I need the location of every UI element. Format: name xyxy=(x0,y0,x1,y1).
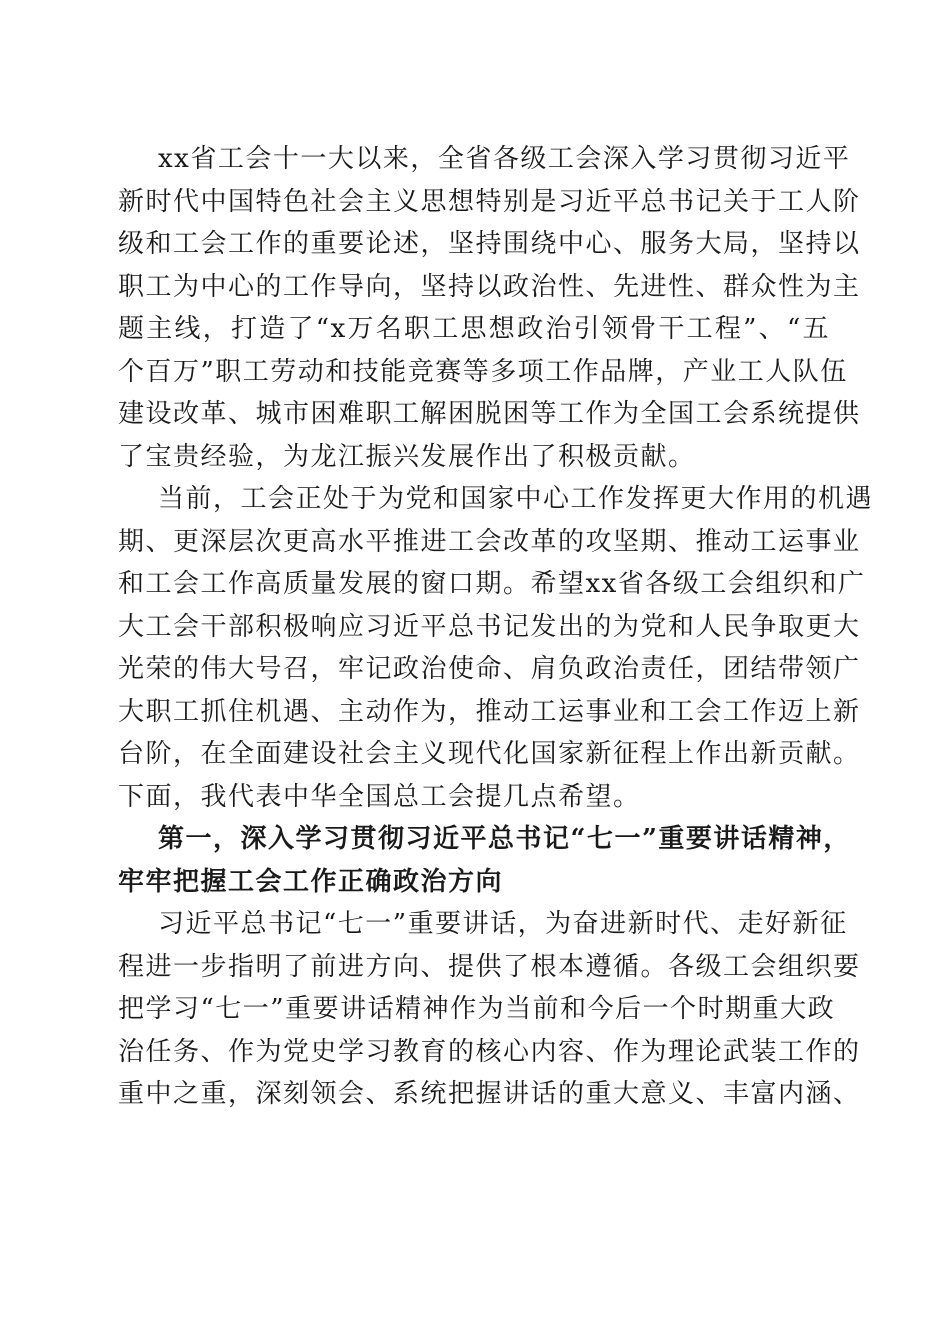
text-line: 新时代中国特色社会主义思想特别是习近平总书记关于工人阶 xyxy=(118,186,861,217)
text-line: 重中之重，深刻领会、系统把握讲话的重大意义、丰富内涵、 xyxy=(118,1079,861,1109)
text-line: 个百万”职工劳动和技能竞赛等多项工作品牌，产业工人队伍 xyxy=(118,356,848,387)
text-line: 习近平总书记“七一”重要讲话，为奋进新时代、走好新征 xyxy=(158,909,848,939)
text-line: 下面，我代表中华全国总工会提几点希望。 xyxy=(118,781,641,812)
text-line: 期、更深层次更高水平推进工会改革的攻坚期、推动工运事业 xyxy=(118,526,861,557)
section-heading-1 xyxy=(118,818,851,903)
text-line: 了宝贵经验，为龙江振兴发展作出了积极贡献。 xyxy=(118,441,696,472)
text-line: 大工会干部积极响应习近平总书记发出的为党和人民争取更大 xyxy=(118,611,861,642)
text-line: 题主线，打造了“x万名职工思想政治引领骨干工程”、“五 xyxy=(118,314,830,344)
heading-line: 第一，深入学习贯彻习近平总书记“七一”重要讲话精神， xyxy=(158,824,851,854)
text-line: xx省工会十一大以来，全省各级工会深入学习贯彻习近平 xyxy=(158,144,851,174)
text-line: 大职工抓住机遇、主动作为，推动工运事业和工会工作迈上新 xyxy=(118,696,861,727)
text-line: 当前，工会正处于为党和国家中心工作发挥更大作用的机遇 xyxy=(158,484,874,514)
text-line: 职工为中心的工作导向，坚持以政治性、先进性、群众性为主 xyxy=(118,271,861,302)
paragraph-3 xyxy=(118,903,861,1116)
paragraph-2 xyxy=(118,478,874,818)
heading-line: 牢牢把握工会工作正确政治方向 xyxy=(118,866,504,897)
text-line: 台阶，在全面建设社会主义现代化国家新征程上作出新贡献。 xyxy=(118,739,861,769)
document-body xyxy=(118,138,874,1116)
text-line: 级和工会工作的重要论述，坚持围绕中心、服务大局，坚持以 xyxy=(118,229,861,259)
text-line: 建设改革、城市困难职工解困脱困等工作为全国工会系统提供 xyxy=(118,399,861,429)
text-line: 治任务、作为党史学习教育的核心内容、作为理论武装工作的 xyxy=(118,1036,861,1067)
text-line: 和工会工作高质量发展的窗口期。希望xx省各级工会组织和广 xyxy=(118,569,866,599)
text-line: 光荣的伟大号召，牢记政治使命、肩负政治责任，团结带领广 xyxy=(118,654,861,684)
text-line: 程进一步指明了前进方向、提供了根本遵循。各级工会组织要 xyxy=(118,951,861,982)
paragraph-1 xyxy=(118,138,861,478)
text-line: 把学习“七一”重要讲话精神作为当前和今后一个时期重大政 xyxy=(118,994,836,1024)
